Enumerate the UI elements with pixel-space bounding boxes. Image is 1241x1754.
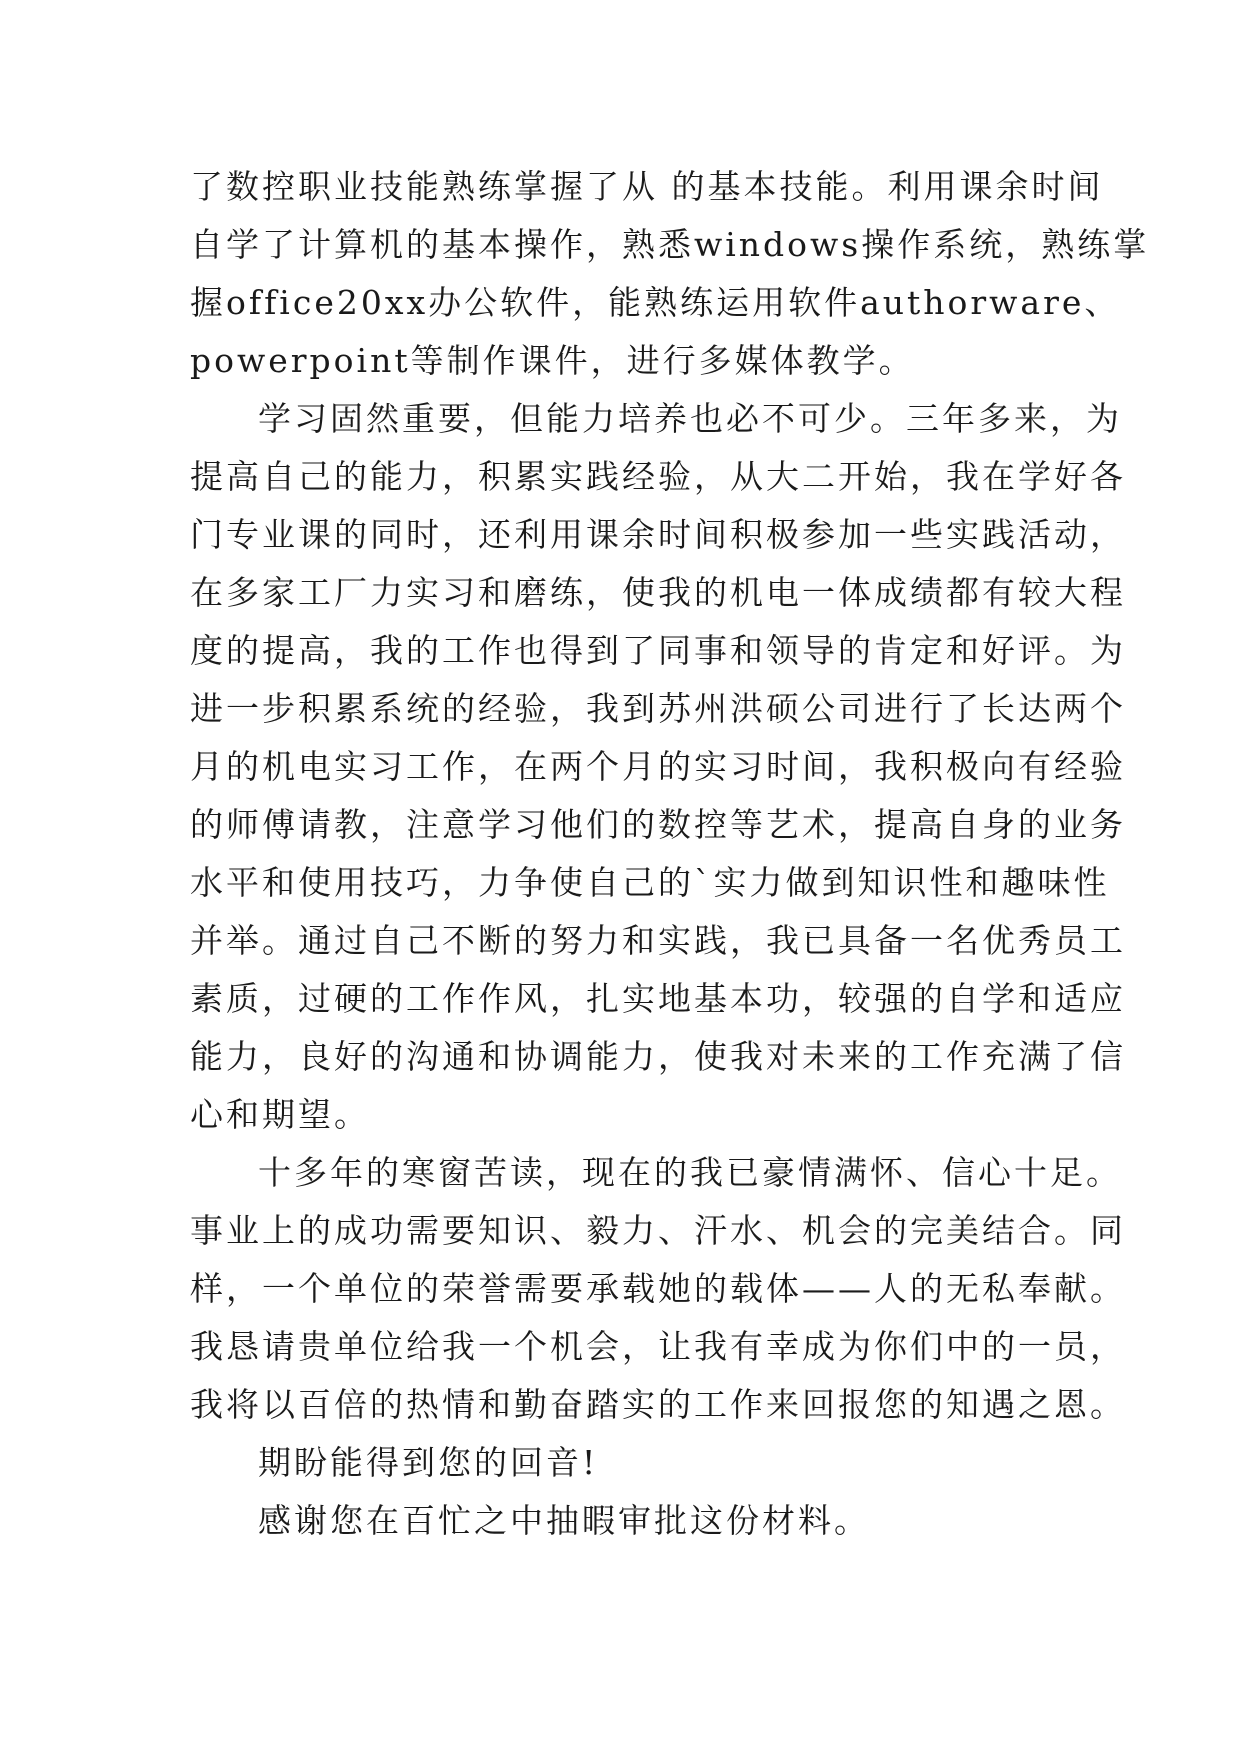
text-line: 我恳请贵单位给我一个机会，让我有幸成为你们中的一员， <box>190 1327 1126 1366</box>
paragraph-start-line: 感谢您在百忙之中抽暇审批这份材料。 <box>258 1501 870 1540</box>
text-line: 在多家工厂力实习和磨练，使我的机电一体成绩都有较大程 <box>190 573 1126 612</box>
paragraph-start-line: 学习固然重要，但能力培养也必不可少。三年多来，为 <box>258 399 1122 438</box>
text-line: 素质，过硬的工作作风，扎实地基本功，较强的自学和适应 <box>190 979 1126 1018</box>
text-line: 样，一个单位的荣誉需要承载她的载体——人的无私奉献。 <box>190 1269 1126 1308</box>
text-line: 进一步积累系统的经验，我到苏州洪硕公司进行了长达两个 <box>190 689 1126 728</box>
text-line: 并举。通过自己不断的努力和实践，我已具备一名优秀员工 <box>190 921 1126 960</box>
text-line: 能力，良好的沟通和协调能力，使我对未来的工作充满了信 <box>190 1037 1126 1076</box>
text-line: 了数控职业技能熟练掌握了从 的基本技能。利用课余时间 <box>190 167 1104 206</box>
text-line: 水平和使用技巧，力争使自己的`实力做到知识性和趣味性 <box>190 863 1110 902</box>
paragraph-start-line: 十多年的寒窗苦读，现在的我已豪情满怀、信心十足。 <box>258 1153 1122 1192</box>
text-line: 自学了计算机的基本操作，熟悉windows操作系统，熟练掌 <box>190 225 1150 264</box>
text-line: 事业上的成功需要知识、毅力、汗水、机会的完美结合。同 <box>190 1211 1126 1250</box>
text-line: 握office20xx办公软件，能熟练运用软件authorware、 <box>190 283 1121 322</box>
text-line: 月的机电实习工作，在两个月的实习时间，我积极向有经验 <box>190 747 1126 786</box>
paragraph-start-line: 期盼能得到您的回音! <box>258 1443 599 1482</box>
text-line: 门专业课的同时，还利用课余时间积极参加一些实践活动， <box>190 515 1126 554</box>
text-line: 我将以百倍的热情和勤奋踏实的工作来回报您的知遇之恩。 <box>190 1385 1126 1424</box>
text-line: 心和期望。 <box>190 1095 370 1134</box>
document-body <box>190 158 1150 1550</box>
text-line: 的师傅请教，注意学习他们的数控等艺术，提高自身的业务 <box>190 805 1126 844</box>
text-line: powerpoint等制作课件，进行多媒体教学。 <box>190 341 915 380</box>
text-line: 度的提高，我的工作也得到了同事和领导的肯定和好评。为 <box>190 631 1126 670</box>
text-line: 提高自己的能力，积累实践经验，从大二开始，我在学好各 <box>190 457 1126 496</box>
